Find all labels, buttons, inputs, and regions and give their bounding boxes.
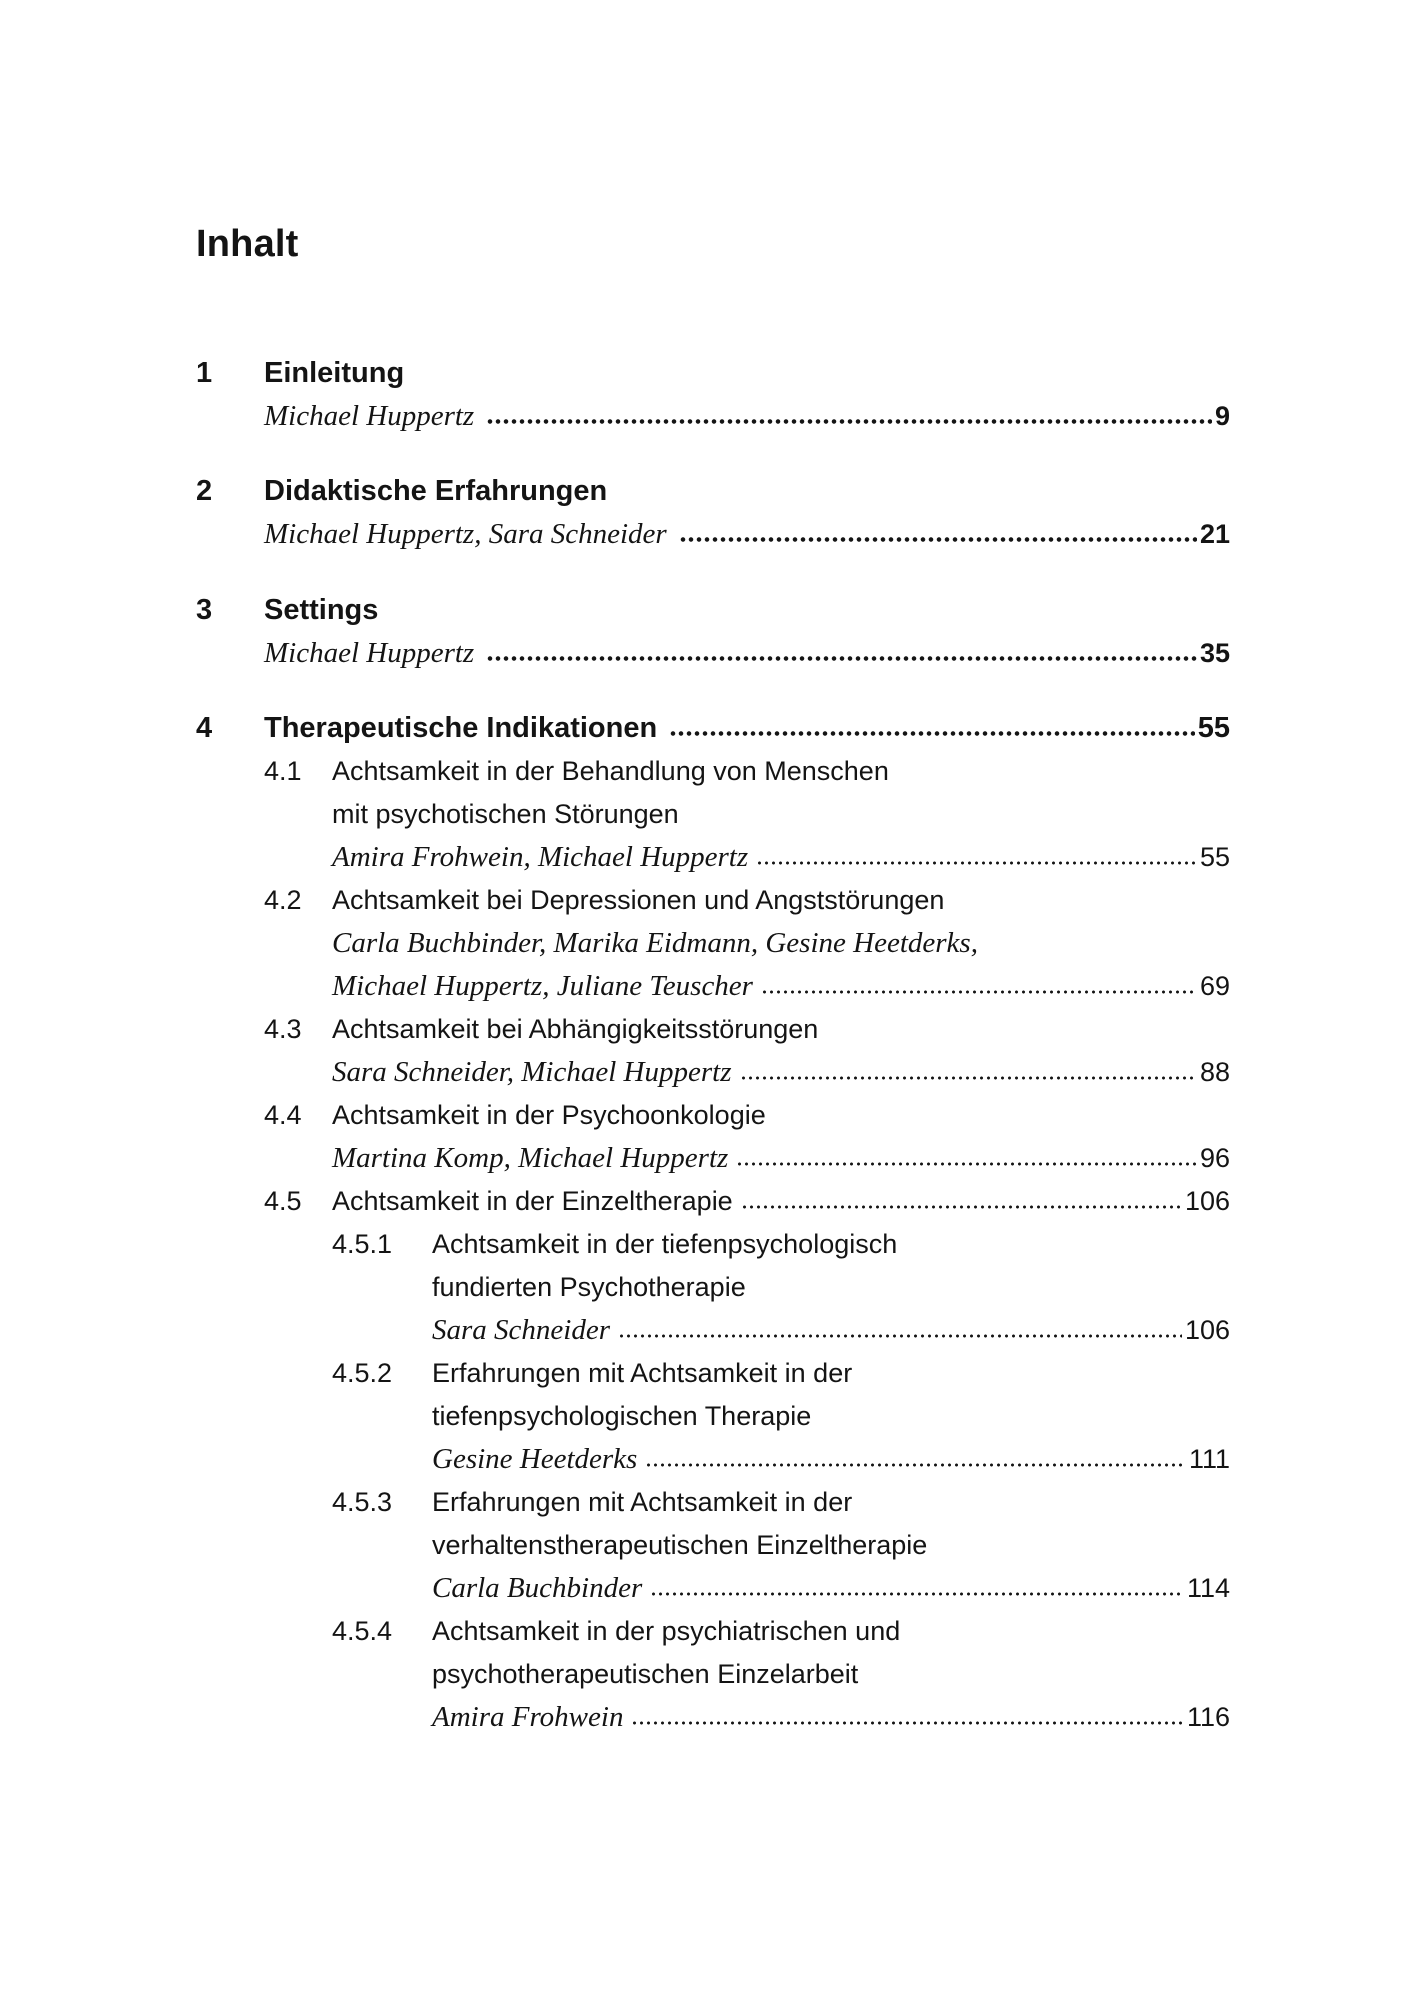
subsection-title[interactable]: Achtsamkeit in der tiefenpsychologisch (432, 1229, 898, 1259)
dot-leader (669, 717, 1195, 737)
section-author: Amira Frohwein, Michael Huppertz (332, 841, 749, 873)
chapter-author: Michael Huppertz, Sara Schneider (264, 518, 667, 550)
toc-entry-author-line[interactable] (264, 513, 1230, 556)
section-title-continued[interactable]: mit psychotischen Störungen (332, 799, 679, 829)
subsection-title-continued[interactable]: psychotherapeutischen Einzelarbeit (432, 1659, 859, 1689)
subsection-title[interactable]: Erfahrungen mit Achtsamkeit in der (432, 1487, 853, 1517)
toc-entry-author-line[interactable] (264, 632, 1230, 675)
page-number: 88 (1199, 1057, 1230, 1087)
page-number: 55 (1197, 712, 1230, 744)
subsection-title-continued[interactable]: tiefenpsychologischen Therapie (432, 1401, 812, 1431)
chapter-number: 2 (196, 475, 213, 507)
subsection-number: 4.5.3 (332, 1487, 393, 1517)
subsection-author: Carla Buchbinder (432, 1572, 643, 1604)
dot-leader (631, 1707, 1184, 1726)
toc-entry-author-line[interactable] (332, 1137, 1230, 1180)
chapter-author: Michael Huppertz (264, 637, 475, 669)
page-number: 21 (1199, 519, 1230, 549)
section-author (332, 922, 978, 965)
dot-leader (756, 847, 1197, 866)
dot-leader (650, 1578, 1184, 1597)
dot-leader (645, 1449, 1186, 1468)
section-title: Achtsamkeit in der Einzeltherapie (332, 1186, 733, 1216)
page-number: 55 (1199, 842, 1230, 872)
toc-entry-section-4-5[interactable] (332, 1180, 1230, 1223)
chapter-title[interactable]: Settings (264, 594, 379, 626)
subsection-author: Amira Frohwein (432, 1701, 624, 1733)
page-number: 116 (1186, 1702, 1230, 1732)
dot-leader (740, 1062, 1197, 1081)
section-title[interactable]: Achtsamkeit in der Behandlung von Menschen (332, 756, 889, 786)
section-title[interactable]: Achtsamkeit in der Psychoonkologie (332, 1100, 766, 1130)
chapter-number: 4 (196, 712, 213, 744)
subsection-number: 4.5.4 (332, 1616, 393, 1646)
toc-entry-author-line[interactable] (432, 1438, 1230, 1481)
toc-entry-author-line[interactable] (432, 1309, 1230, 1352)
chapter-author: Michael Huppertz (264, 400, 475, 432)
section-number: 4.1 (264, 756, 302, 786)
chapter-number: 1 (196, 357, 213, 389)
chapter-title[interactable]: Didaktische Erfahrungen (264, 475, 608, 507)
section-author: Martina Komp, Michael Huppertz (332, 1142, 729, 1174)
dot-leader (618, 1320, 1182, 1339)
toc-entry-author-line[interactable] (432, 1696, 1230, 1739)
page-number: 9 (1214, 401, 1230, 431)
section-author: Sara Schneider, Michael Huppertz (332, 1056, 732, 1088)
subsection-author: Gesine Heetderks (432, 1443, 638, 1475)
subsection-author: Sara Schneider (432, 1314, 610, 1346)
subsection-title[interactable]: Erfahrungen mit Achtsamkeit in der (432, 1358, 853, 1388)
toc-entry-chapter-4[interactable] (264, 707, 1230, 750)
subsection-title-continued[interactable]: fundierten Psychotherapie (432, 1272, 746, 1302)
dot-leader (486, 643, 1197, 662)
chapter-number: 3 (196, 594, 213, 626)
page-number: 35 (1199, 638, 1230, 668)
section-author: Michael Huppertz, Juliane Teuscher (332, 970, 753, 1002)
dot-leader (741, 1191, 1182, 1210)
dot-leader (679, 524, 1197, 543)
chapter-title[interactable]: Einleitung (264, 357, 405, 389)
page-number: 96 (1199, 1143, 1230, 1173)
section-number: 4.2 (264, 885, 302, 915)
toc-entry-author-line[interactable] (332, 1051, 1230, 1094)
toc-entry-author-line[interactable] (432, 1567, 1230, 1610)
page-number: 69 (1199, 971, 1230, 1001)
subsection-number: 4.5.1 (332, 1229, 393, 1259)
chapter-title: Therapeutische Indikationen (264, 712, 658, 744)
section-author-text: Carla Buchbinder, Marika Eidmann, Gesine Heetderks, (332, 927, 978, 959)
page-number: 106 (1184, 1315, 1230, 1345)
page-title: Inhalt (196, 223, 299, 265)
subsection-title[interactable]: Achtsamkeit in der psychiatrischen und (432, 1616, 901, 1646)
dot-leader (486, 406, 1212, 425)
page-number: 111 (1188, 1444, 1230, 1474)
section-number: 4.5 (264, 1186, 302, 1216)
toc-entry-author-line[interactable] (264, 395, 1230, 438)
section-title[interactable]: Achtsamkeit bei Abhängigkeitsstörungen (332, 1014, 819, 1044)
toc-entry-author-line[interactable] (332, 836, 1230, 879)
toc-entry-author-line[interactable] (332, 965, 1230, 1008)
section-number: 4.4 (264, 1100, 302, 1130)
dot-leader (736, 1148, 1197, 1167)
page-number: 106 (1184, 1186, 1230, 1216)
section-title[interactable]: Achtsamkeit bei Depressionen und Angststörungen (332, 885, 945, 915)
subsection-title-continued[interactable]: verhaltenstherapeutischen Einzeltherapie (432, 1530, 928, 1560)
section-number: 4.3 (264, 1014, 302, 1044)
dot-leader (761, 976, 1197, 995)
subsection-number: 4.5.2 (332, 1358, 393, 1388)
page-number: 114 (1186, 1573, 1230, 1603)
